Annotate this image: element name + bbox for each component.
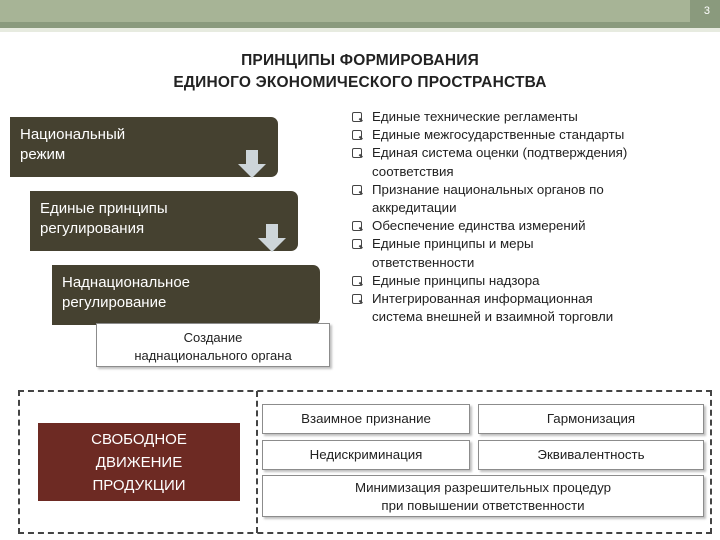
checkbox-bullet-icon <box>352 130 362 140</box>
nondiscrimination-box: Недискриминация <box>262 440 470 470</box>
free-movement-label: СВОБОДНОЕ <box>91 431 187 448</box>
checkbox-bullet-icon <box>352 185 362 195</box>
list-item: Единые принципы надзора <box>352 272 712 290</box>
create-body-box <box>96 323 330 367</box>
list-item: Единые межгосударственные стандарты <box>352 126 712 144</box>
minimization-label: Минимизация разрешительных процедур <box>355 480 611 495</box>
level-label: Единые принципы <box>40 200 168 217</box>
list-item: Единые технические регламенты <box>352 108 712 126</box>
page-number: 3 <box>703 5 710 17</box>
page-title-line1: ПРИНЦИПЫ ФОРМИРОВАНИЯ <box>241 52 479 69</box>
checkbox-bullet-icon <box>352 148 362 158</box>
free-movement-label: ПРОДУКЦИИ <box>92 477 186 494</box>
minimization-box <box>262 475 704 517</box>
checkbox-bullet-icon <box>352 112 362 122</box>
checkbox-bullet-icon <box>352 239 362 249</box>
level-label: регулирование <box>62 294 167 311</box>
principles-list <box>352 108 712 326</box>
list-item: Обеспечение единства измерений <box>352 217 712 235</box>
harmonization-box: Гармонизация <box>478 404 704 434</box>
create-body-label: Создание <box>183 330 243 345</box>
down-arrow-icon <box>238 150 266 178</box>
list-item: Признание национальных органов по аккредитации <box>352 181 712 217</box>
minimization-label: при повышении ответственности <box>381 498 585 513</box>
checkbox-bullet-icon <box>352 276 362 286</box>
free-movement-box <box>38 423 240 501</box>
equivalence-box: Эквивалентность <box>478 440 704 470</box>
level-label: режим <box>20 146 66 163</box>
header-divider <box>0 28 720 32</box>
bottom-dashed-divider <box>256 391 258 533</box>
list-item: Единые принципы и меры ответственности <box>352 235 712 271</box>
level-label: Национальный <box>20 126 126 143</box>
mutual-recognition-box: Взаимное признание <box>262 404 470 434</box>
supranational-regulation-box <box>52 265 320 325</box>
level-label: регулирования <box>40 220 145 237</box>
create-body-label: наднационального органа <box>134 348 292 363</box>
page-title-line2: ЕДИНОГО ЭКОНОМИЧЕСКОГО ПРОСТРАНСТВА <box>173 74 547 91</box>
down-arrow-icon <box>258 224 286 252</box>
header-bar-highlight <box>0 0 690 22</box>
list-item: Интегрированная информационная система внешней и взаимной торговли <box>352 290 712 326</box>
list-item: Единая система оценки (подтверждения) соответствия <box>352 144 712 180</box>
checkbox-bullet-icon <box>352 221 362 231</box>
level-label: Наднациональное <box>62 274 191 291</box>
checkbox-bullet-icon <box>352 294 362 304</box>
free-movement-label: ДВИЖЕНИЕ <box>95 454 183 471</box>
